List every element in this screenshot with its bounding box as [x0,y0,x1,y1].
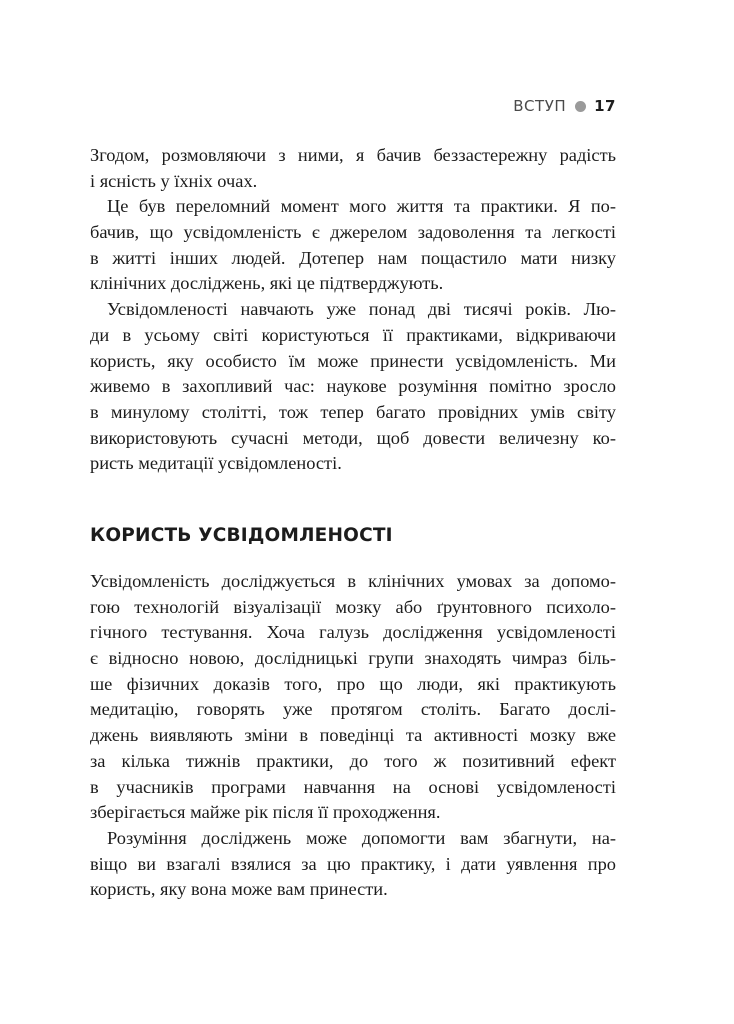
text-line: гічного тестування. Хоча галузь дослідження усвідомленості [90,622,616,643]
text-line: ристь медитації усвідомленості. [90,453,342,474]
text-line: зберігається майже рік після її проходження. [90,802,441,823]
text-line: використовують сучасні методи, щоб довести величезну ко- [90,427,616,448]
running-head [513,97,616,115]
body-text-block-1 [90,143,616,477]
text-line: ди в усьому світі користуються її практиками, відкриваючи [90,324,616,345]
section-heading: КОРИСТЬ УСВІДОМЛЕНОСТІ [90,525,393,546]
chapter-title: ВСТУП [513,97,567,115]
text-line: в учасників програми навчання на основі усвідомленості [90,776,616,797]
text-line: джень виявляють зміни в поведінці та активності мозку вже [90,725,616,746]
body-text-block-2 [90,569,616,903]
text-line: є відносно новою, дослідницькі групи знаходять чимраз біль- [90,648,616,669]
text-line: за кілька тижнів практики, до того ж позитивний ефект [90,750,616,771]
text-line: медитацію, говорять уже протягом століть. Багато дослі- [90,699,616,720]
text-line: користь, яку вона може вам принести. [90,879,388,900]
text-line: користь, яку особисто їм може принести усвідомленість. Ми [90,350,616,371]
text-line: в житті інших людей. Дотепер нам пощастило мати низку [90,247,616,268]
text-line: Розуміння досліджень може допомогти вам збагнути, на- [107,827,616,848]
text-line: в минулому столітті, тож тепер багато провідних умів світу [90,401,616,422]
text-line: Усвідомленості навчають уже понад дві тисячі років. Лю- [107,299,616,320]
page-number: 17 [594,97,616,115]
text-line: гою технологій візуалізації мозку або ґрунтовного психоло- [90,596,616,617]
text-line: і ясність у їхніх очах. [90,170,258,191]
text-line: бачив, що усвідомленість є джерелом задоволення та легкості [90,222,616,243]
text-line: Згодом, розмовляючи з ними, я бачив беззастережну радість [90,145,616,165]
text-line: віщо ви взагалі взялися за цю практику, і дати уявлення про [90,853,616,874]
bullet-dot-icon [575,101,586,112]
text-line: Це був переломний момент мого життя та практики. Я по- [107,196,616,217]
text-line: Усвідомленість досліджується в клінічних умовах за допомо- [90,571,616,591]
text-line: ше фізичних доказів того, про що люди, які практикують [90,673,616,694]
text-line: живемо в захопливий час: наукове розуміння помітно зросло [90,376,616,397]
text-line: клінічних досліджень, які це підтверджують. [90,273,444,294]
